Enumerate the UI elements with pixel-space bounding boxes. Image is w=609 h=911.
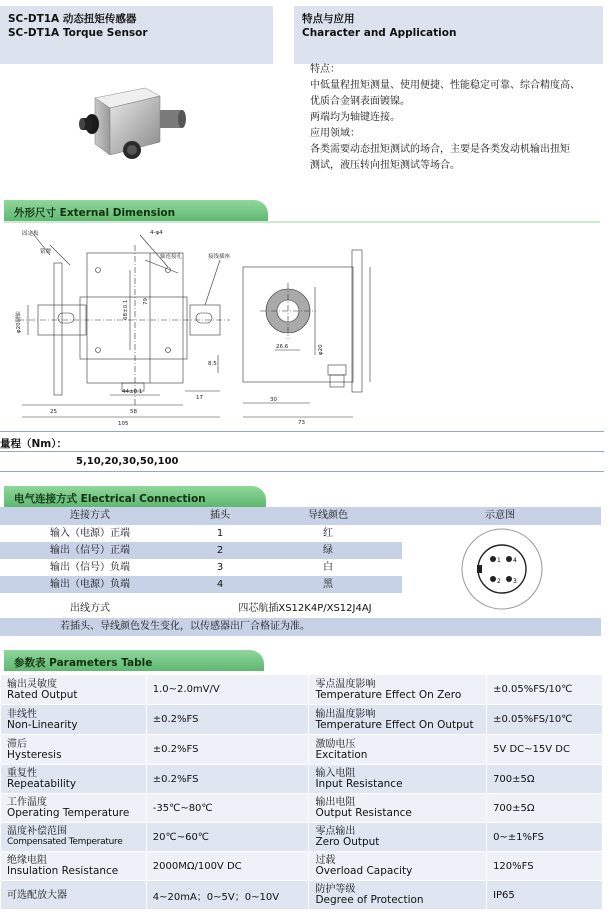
param-value: 120%FS — [487, 852, 603, 881]
range-label: 量程（Nm）： — [0, 438, 67, 450]
dim-label: 73 — [298, 420, 305, 425]
param-name: 防护等级 Degree of Protection — [309, 881, 487, 910]
features-text — [310, 62, 605, 174]
params-table — [0, 674, 603, 910]
param-name: 重复性 Repeatability — [1, 765, 147, 794]
dim-label: 17 — [196, 395, 203, 401]
param-name: 可选配放大器 — [1, 881, 147, 910]
connection-name: 输出（信号）正端 — [50, 545, 130, 556]
param-name: 绝缘电阻 Insulation Resistance — [1, 852, 147, 881]
param-name: 输出电阻 Output Resistance — [309, 794, 487, 823]
character-title-cn: 特点与应用 — [302, 13, 355, 25]
dim-label: 58 — [130, 409, 137, 415]
params-row — [1, 675, 603, 705]
connection-color: 黑 — [323, 579, 333, 590]
features-line: 特点： — [310, 64, 340, 75]
features-line: 应用领域： — [310, 128, 360, 139]
dim-label: 接线插座 — [208, 254, 231, 260]
outlet-label: 出线方式 — [70, 603, 110, 614]
params-row — [1, 705, 603, 735]
dim-label: 25 — [50, 409, 57, 415]
param-value: ±0.2%FS — [146, 705, 309, 735]
connection-name: 输出（电源）负端 — [50, 579, 130, 590]
connection-name: 输入（电源）正端 — [50, 528, 130, 539]
param-name: 非线性 Non-Linearity — [1, 705, 147, 735]
section-band — [4, 221, 600, 223]
connection-pin: 1 — [216, 528, 224, 539]
connector-diagram — [455, 527, 550, 612]
dim-label: 68±0.1 — [123, 299, 129, 320]
section-title-params: 参数表 Parameters Table — [4, 650, 264, 671]
dim-label: 固定板 — [22, 231, 39, 237]
param-name: 零点温度影响 Temperature Effect On Zero — [309, 675, 487, 705]
features-line: 中低量程扭矩测量、使用便捷、性能稳定可靠、综合精度高、 — [310, 80, 580, 91]
dim-label: 轴连接孔 — [160, 254, 183, 260]
param-name: 输入电阻 Input Resistance — [309, 765, 487, 794]
dim-label: 79 — [143, 298, 149, 305]
pin-label: 2 — [497, 578, 501, 585]
pin-label: 3 — [513, 578, 517, 585]
param-value: 700±5Ω — [487, 765, 603, 794]
param-value: 2000MΩ/100V DC — [146, 852, 309, 881]
param-value: ±0.05%FS/10℃ — [487, 705, 603, 735]
dim-label: 26.6 — [276, 344, 289, 350]
features-line: 各类需要动态扭矩测试的场合，主要是各类发动机输出扭矩 — [310, 144, 570, 155]
connection-color: 白 — [323, 562, 333, 573]
connection-color: 绿 — [323, 545, 333, 556]
param-name: 输出灵敏度 Rated Output — [1, 675, 147, 705]
connection-pin: 4 — [216, 579, 224, 590]
params-row — [1, 852, 603, 881]
col-header-method: 连接方式 — [70, 510, 110, 521]
params-row — [1, 794, 603, 823]
param-value: 4~20mA；0~5V；0~10V — [146, 881, 309, 910]
features-line: 优质合金钢表面镀镍。 — [310, 96, 410, 107]
character-header — [294, 6, 603, 64]
dim-label: 8.5 — [208, 361, 217, 367]
param-value: ±0.2%FS — [146, 735, 309, 765]
param-name: 激励电压 Excitation — [309, 735, 487, 765]
dim-label: φ20 — [318, 344, 324, 355]
param-name: 工作温度 Operating Temperature — [1, 794, 147, 823]
params-row — [1, 823, 603, 852]
param-value: 0~±1%FS — [487, 823, 603, 852]
dim-label: 铭牌 — [40, 249, 52, 255]
col-header-pin: 插头 — [210, 510, 230, 521]
param-name: 输出温度影响 Temperature Effect On Output — [309, 705, 487, 735]
dim-label: 30 — [270, 397, 277, 403]
range-divider — [0, 471, 604, 472]
param-name: 温度补偿范围 Compensated Temperature — [1, 823, 147, 852]
param-name: 滞后 Hysteresis — [1, 735, 147, 765]
param-name: 过载 Overload Capacity — [309, 852, 487, 881]
section-title-connection: 电气连接方式 Electrical Connection — [4, 486, 266, 507]
range-divider — [0, 451, 604, 452]
connection-color: 红 — [323, 528, 333, 539]
param-value: ±0.05%FS/10℃ — [487, 675, 603, 705]
param-value: 700±5Ω — [487, 794, 603, 823]
connection-note: 若插头、导线颜色发生变化，以传感器出厂合格证为准。 — [60, 621, 310, 632]
param-name: 零点输出 Zero Output — [309, 823, 487, 852]
features-line: 两端均为轴键连接。 — [310, 112, 400, 123]
params-row — [1, 881, 603, 910]
params-row — [1, 735, 603, 765]
param-value: 5V DC~15V DC — [487, 735, 603, 765]
product-image — [70, 80, 210, 170]
param-value: -35℃~80℃ — [146, 794, 309, 823]
dim-label: 44±0.1 — [122, 389, 143, 395]
product-title-cn: SC-DT1A 动态扭矩传感器 — [8, 13, 137, 25]
dimension-drawing — [10, 225, 390, 425]
connection-pin: 2 — [216, 545, 224, 556]
range-values: 5,10,20,30,50,100 — [76, 456, 179, 467]
connection-name: 输出（信号）负端 — [50, 562, 130, 573]
dim-label: 105 — [118, 421, 129, 425]
range-divider — [0, 431, 604, 432]
outlet-value: 四芯航插XS12K4P/XS12J4AJ — [238, 603, 372, 614]
connection-pin: 3 — [216, 562, 224, 573]
section-title-dimension: 外形尺寸 External Dimension — [4, 200, 268, 222]
character-title-en: Character and Application — [302, 27, 457, 39]
features-line: 测试，液压转向扭矩测试等场合。 — [310, 160, 460, 171]
col-header-diagram: 示意图 — [485, 510, 515, 521]
dim-label: φ20调轴 — [16, 311, 22, 333]
product-title-en: SC-DT1A Torque Sensor — [8, 27, 148, 39]
dim-label: 4-φ4 — [150, 230, 163, 236]
param-value: ±0.2%FS — [146, 765, 309, 794]
pin-label: 1 — [497, 557, 501, 564]
param-value: IP65 — [487, 881, 603, 910]
col-header-color: 导线颜色 — [308, 510, 348, 521]
params-row — [1, 765, 603, 794]
pin-label: 4 — [513, 557, 517, 564]
param-value: 20℃~60℃ — [146, 823, 309, 852]
product-header — [0, 6, 273, 64]
param-value: 1.0~2.0mV/V — [146, 675, 309, 705]
